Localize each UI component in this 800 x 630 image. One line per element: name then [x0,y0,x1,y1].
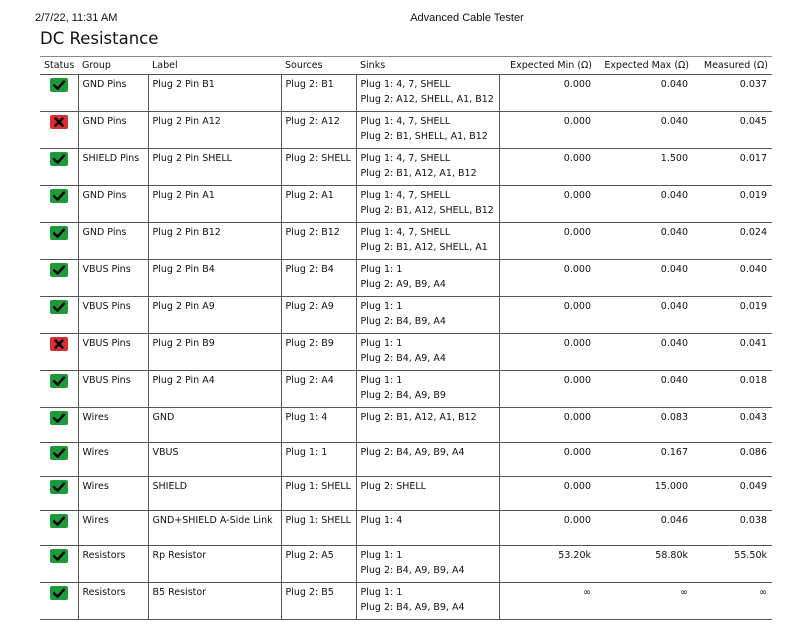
sinks-cell [356,149,499,186]
source-cell: Plug 2: B4 [281,260,356,297]
sink-line: Plug 1: 1 [360,587,403,598]
group-cell: GND Pins [78,75,148,112]
status-cell [40,223,78,260]
sink-line: Plug 1: 1 [360,550,403,561]
label-cell: Plug 2 Pin A4 [148,371,281,408]
table-row [40,583,772,620]
column-header-sinks: Sinks [356,57,499,75]
sink-line: Plug 2: B1, SHELL, A1, B12 [360,130,488,142]
source-cell: Plug 2: A9 [281,297,356,334]
label-cell: GND [148,408,281,443]
table-row [40,149,772,186]
table-row [40,408,772,443]
sink-line: Plug 1: 1 [360,301,403,312]
column-header-measured: Measured (Ω) [693,57,772,75]
source-cell: Plug 2: B9 [281,334,356,371]
source-cell: Plug 2: A1 [281,186,356,223]
expected-max-cell: 0.040 [596,75,693,112]
expected-max-cell: ∞ [596,583,693,620]
group-cell: Wires [78,477,148,511]
x-icon [50,115,68,129]
status-cell [40,371,78,408]
sinks-cell [356,477,499,511]
sink-line: Plug 2: A12, SHELL, A1, B12 [360,93,494,105]
label-cell: Rp Resistor [148,546,281,583]
sinks-cell [356,112,499,149]
check-icon [50,226,68,240]
table-row [40,75,772,112]
label-cell: Plug 2 Pin B12 [148,223,281,260]
expected-min-cell: 0.000 [499,112,596,149]
status-cell [40,75,78,112]
expected-min-cell: 0.000 [499,149,596,186]
source-cell: Plug 2: A5 [281,546,356,583]
source-cell: Plug 1: SHELL [281,511,356,546]
timestamp: 2/7/22, 11:31 AM [35,12,118,24]
group-cell: GND Pins [78,223,148,260]
expected-max-cell: 0.040 [596,223,693,260]
column-header-expected-min: Expected Min (Ω) [499,57,596,75]
source-cell: Plug 2: B1 [281,75,356,112]
group-cell: Resistors [78,583,148,620]
sink-line: Plug 2: B4, A9, B9, A4 [360,447,465,458]
source-cell: Plug 2: B12 [281,223,356,260]
label-cell: B5 Resistor [148,583,281,620]
sink-line: Plug 2: B4, B9, A4 [360,315,446,327]
dc-resistance-table [40,57,772,620]
table-row [40,443,772,477]
check-icon [50,152,68,166]
table-row [40,112,772,149]
expected-min-cell: 0.000 [499,75,596,112]
check-icon [50,300,68,314]
expected-min-cell: 0.000 [499,186,596,223]
expected-max-cell: 0.167 [596,443,693,477]
sinks-cell [356,260,499,297]
column-header-label: Label [148,57,281,75]
measured-cell: 0.086 [693,443,772,477]
measured-cell: ∞ [693,583,772,620]
expected-min-cell: 0.000 [499,334,596,371]
sinks-cell [356,371,499,408]
sink-line: Plug 2: B1, A12, A1, B12 [360,167,477,179]
measured-cell: 0.024 [693,223,772,260]
expected-max-cell: 0.040 [596,260,693,297]
sinks-cell [356,75,499,112]
x-icon [50,337,68,351]
source-cell: Plug 2: A4 [281,371,356,408]
source-cell: Plug 1: 1 [281,443,356,477]
expected-min-cell: 0.000 [499,477,596,511]
expected-max-cell: 15.000 [596,477,693,511]
column-header-expected-max: Expected Max (Ω) [596,57,693,75]
source-cell: Plug 2: B5 [281,583,356,620]
group-cell: SHIELD Pins [78,149,148,186]
group-cell: Resistors [78,546,148,583]
measured-cell: 0.017 [693,149,772,186]
sinks-cell [356,408,499,443]
expected-max-cell: 0.046 [596,511,693,546]
status-cell [40,583,78,620]
sink-line: Plug 2: B4, A9, B9, A4 [360,564,465,576]
status-cell [40,149,78,186]
measured-cell: 0.019 [693,186,772,223]
table-header-row [40,57,772,75]
table-row [40,511,772,546]
label-cell: Plug 2 Pin SHELL [148,149,281,186]
app-title: Advanced Cable Tester [410,12,524,24]
sink-line: Plug 2: B1, A12, A1, B12 [360,412,477,423]
status-cell [40,408,78,443]
sinks-cell [356,297,499,334]
group-cell: VBUS Pins [78,371,148,408]
sink-line: Plug 2: B4, A9, A4 [360,352,446,364]
expected-min-cell: 0.000 [499,223,596,260]
check-icon [50,189,68,203]
section-title: DC Resistance [40,29,159,48]
table-row [40,546,772,583]
sink-line: Plug 2: B1, A12, SHELL, A1 [360,241,488,253]
sink-line: Plug 2: B4, A9, B9, A4 [360,601,465,613]
status-cell [40,546,78,583]
expected-min-cell: 0.000 [499,408,596,443]
group-cell: VBUS Pins [78,297,148,334]
measured-cell: 0.018 [693,371,772,408]
sink-line: Plug 2: B1, A12, SHELL, B12 [360,204,494,216]
sinks-cell [356,511,499,546]
status-cell [40,511,78,546]
source-cell: Plug 2: A12 [281,112,356,149]
label-cell: Plug 2 Pin A9 [148,297,281,334]
sink-line: Plug 1: 4, 7, SHELL [360,79,451,90]
expected-max-cell: 58.80k [596,546,693,583]
sinks-cell [356,223,499,260]
sink-line: Plug 1: 4, 7, SHELL [360,153,451,164]
check-icon [50,374,68,388]
column-header-sources: Sources [281,57,356,75]
label-cell: SHIELD [148,477,281,511]
table-row [40,477,772,511]
measured-cell: 0.049 [693,477,772,511]
measured-cell: 0.041 [693,334,772,371]
print-header [0,0,800,28]
status-cell [40,443,78,477]
expected-max-cell: 0.040 [596,186,693,223]
sink-line: Plug 1: 1 [360,375,403,386]
measured-cell: 0.045 [693,112,772,149]
sink-line: Plug 2: SHELL [360,481,426,492]
check-icon [50,78,68,92]
group-cell: VBUS Pins [78,334,148,371]
expected-max-cell: 0.040 [596,112,693,149]
table-row [40,186,772,223]
group-cell: VBUS Pins [78,260,148,297]
sinks-cell [356,443,499,477]
status-cell [40,112,78,149]
sinks-cell [356,186,499,223]
measured-cell: 0.019 [693,297,772,334]
label-cell: Plug 2 Pin B9 [148,334,281,371]
label-cell: Plug 2 Pin B4 [148,260,281,297]
table-row [40,297,772,334]
expected-max-cell: 0.040 [596,297,693,334]
group-cell: GND Pins [78,112,148,149]
expected-max-cell: 0.083 [596,408,693,443]
measured-cell: 55.50k [693,546,772,583]
sink-line: Plug 1: 4, 7, SHELL [360,190,451,201]
status-cell [40,260,78,297]
sink-line: Plug 1: 4 [360,515,403,526]
table-row [40,223,772,260]
measured-cell: 0.040 [693,260,772,297]
sinks-cell [356,546,499,583]
expected-min-cell: ∞ [499,583,596,620]
expected-max-cell: 0.040 [596,371,693,408]
check-icon [50,263,68,277]
sink-line: Plug 2: A9, B9, A4 [360,278,446,290]
sinks-cell [356,583,499,620]
label-cell: Plug 2 Pin A12 [148,112,281,149]
group-cell: Wires [78,443,148,477]
group-cell: GND Pins [78,186,148,223]
check-icon [50,586,68,600]
source-cell: Plug 1: 4 [281,408,356,443]
expected-min-cell: 53.20k [499,546,596,583]
expected-min-cell: 0.000 [499,260,596,297]
expected-min-cell: 0.000 [499,371,596,408]
measured-cell: 0.037 [693,75,772,112]
source-cell: Plug 1: SHELL [281,477,356,511]
check-icon [50,549,68,563]
check-icon [50,514,68,528]
column-header-status: Status [40,57,78,75]
sink-line: Plug 1: 1 [360,264,403,275]
status-cell [40,334,78,371]
sink-line: Plug 2: B4, A9, B9 [360,389,446,401]
table-row [40,334,772,371]
sink-line: Plug 1: 4, 7, SHELL [360,227,451,238]
column-header-group: Group [78,57,148,75]
expected-max-cell: 0.040 [596,334,693,371]
sink-line: Plug 1: 4, 7, SHELL [360,116,451,127]
expected-min-cell: 0.000 [499,511,596,546]
expected-max-cell: 1.500 [596,149,693,186]
status-cell [40,477,78,511]
measured-cell: 0.043 [693,408,772,443]
status-cell [40,186,78,223]
sink-line: Plug 1: 1 [360,338,403,349]
label-cell: Plug 2 Pin A1 [148,186,281,223]
table-row [40,371,772,408]
label-cell: GND+SHIELD A-Side Link [148,511,281,546]
source-cell: Plug 2: SHELL [281,149,356,186]
check-icon [50,446,68,460]
expected-min-cell: 0.000 [499,297,596,334]
group-cell: Wires [78,408,148,443]
table-row [40,260,772,297]
status-cell [40,297,78,334]
measured-cell: 0.038 [693,511,772,546]
check-icon [50,411,68,425]
sinks-cell [356,334,499,371]
group-cell: Wires [78,511,148,546]
check-icon [50,480,68,494]
label-cell: Plug 2 Pin B1 [148,75,281,112]
expected-min-cell: 0.000 [499,443,596,477]
label-cell: VBUS [148,443,281,477]
